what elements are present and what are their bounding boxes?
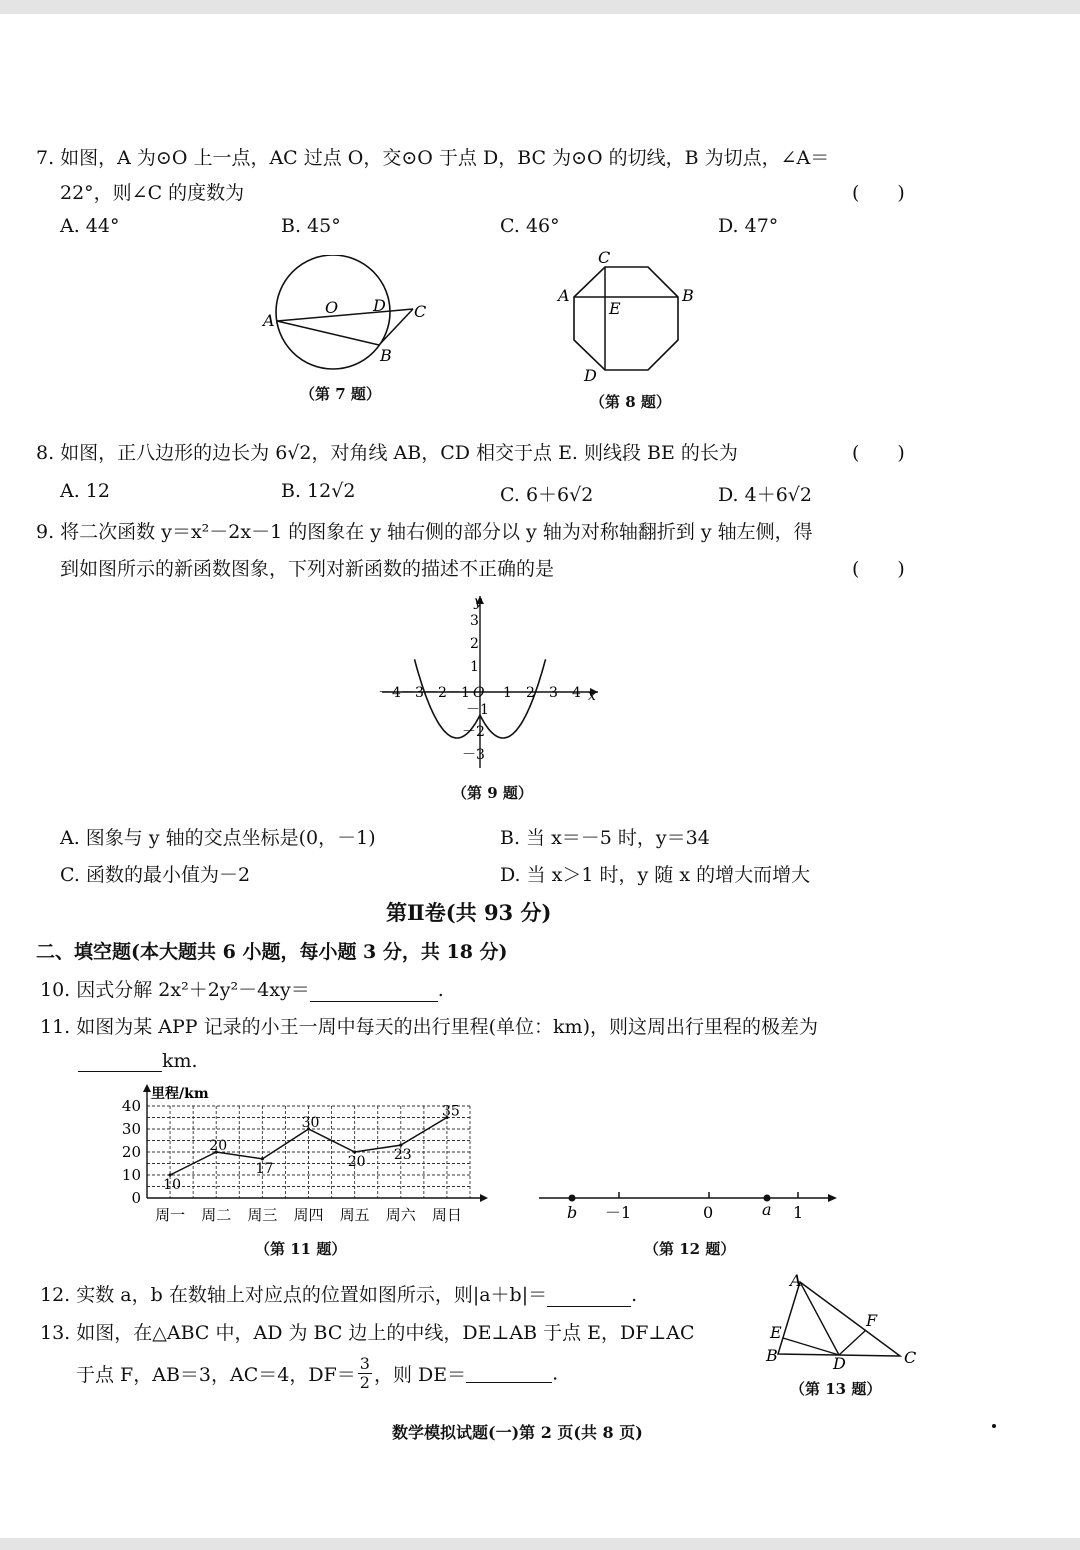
fig13-perp-df — [839, 1330, 866, 1355]
fig9-xtick-4: 4 — [572, 685, 581, 701]
fig13-label-e: E — [770, 1323, 782, 1342]
fig11-y-tick-label: 40 — [121, 1097, 141, 1115]
q7-option-b: B. 45° — [281, 215, 341, 237]
fig7-line-ab — [277, 321, 379, 345]
q10-answer-blank[interactable] — [310, 983, 438, 1002]
fig7-label-b: B — [380, 346, 392, 365]
fig13-label-d: D — [833, 1354, 846, 1373]
fig9-ytick-m3: －3 — [462, 747, 485, 763]
fig11-y-tick-label: 0 — [131, 1189, 141, 1207]
fig11-data-label: 20 — [347, 1154, 366, 1170]
fig11-x-tick-label: 周四 — [293, 1206, 324, 1224]
q10-line — [40, 975, 444, 1002]
fig11-mileage-line-chart — [115, 1080, 495, 1230]
fig8-octagon-diagram — [552, 248, 702, 388]
fig8-caption: （第 8 题） — [590, 393, 671, 411]
fig12-label-m1: －1 — [605, 1203, 632, 1222]
q9-option-d: D. 当 x＞1 时，y 随 x 的增大而增大 — [500, 864, 811, 886]
q13-fraction-denominator: 2 — [359, 1373, 370, 1392]
bottom-scan-border — [0, 1538, 1080, 1550]
q7-line2: 22°，则∠C 的度数为 — [60, 182, 245, 204]
fig8-label-e: E — [609, 299, 621, 318]
q10-end: . — [437, 979, 444, 1001]
fig9-xtick-1: 1 — [503, 685, 512, 701]
q11-answer-blank[interactable] — [78, 1053, 162, 1072]
fig11-data-label: 17 — [255, 1160, 274, 1177]
fig11-y-arrow — [143, 1084, 151, 1092]
fig7-line-ac — [277, 309, 413, 321]
fig9-y-label: y — [474, 594, 482, 610]
fig11-data-label: 35 — [442, 1103, 460, 1120]
q13-answer-blank[interactable] — [466, 1364, 552, 1383]
fig9-ytick-2: 2 — [470, 636, 479, 652]
fig7-label-a: A — [263, 311, 275, 330]
fig11-data-label: 30 — [301, 1115, 320, 1131]
fig11-x-tick-label: 周一 — [155, 1206, 186, 1224]
fig11-y-tick-label: 10 — [121, 1166, 141, 1184]
fig8-label-c: C — [598, 248, 611, 267]
q11-line1: 11. 如图为某 APP 记录的小王一周中每天的出行里程(单位：km)，则这周出行里程的极差为 — [40, 1016, 818, 1038]
top-scan-border — [0, 0, 1080, 14]
fig9-origin-label: O — [473, 685, 485, 701]
page-footer: 数学模拟试题(一)第 2 页(共 8 页) — [392, 1423, 643, 1442]
q9-option-a: A. 图象与 y 轴的交点坐标是(0，－1) — [60, 827, 376, 849]
q13-text-a: 于点 F，AB＝3，AC＝4，DF＝ — [76, 1364, 356, 1386]
fig11-data-label: 23 — [393, 1147, 412, 1164]
q13-line1: 13. 如图，在△ABC 中，AD 为 BC 边上的中线，DE⊥AB 于点 E，DF⊥AC — [40, 1322, 695, 1344]
q9-option-c: C. 函数的最小值为－2 — [60, 864, 251, 886]
q13-fraction — [358, 1355, 372, 1392]
fig11-x-tick-label: 周日 — [431, 1206, 462, 1224]
fig7-label-d: D — [373, 296, 386, 315]
fig13-label-f: F — [866, 1311, 878, 1330]
q9-answer-paren: ( ) — [852, 558, 905, 580]
fig9-xtick-m2: －2 — [424, 685, 447, 701]
fig9-function-graph — [370, 590, 610, 775]
fig9-ytick-3: 3 — [470, 613, 479, 629]
fig9-xtick-2: 2 — [526, 685, 535, 701]
fig12-label-1: 1 — [793, 1203, 804, 1222]
q12-end: . — [631, 1284, 638, 1306]
fig11-caption: （第 11 题） — [255, 1240, 347, 1258]
q11-unit: km. — [162, 1050, 198, 1072]
fig12-number-line — [535, 1182, 845, 1227]
fig7-caption: （第 7 题） — [300, 385, 381, 403]
q7-answer-paren: ( ) — [852, 182, 905, 204]
part2-title: 第Ⅱ卷(共 93 分) — [386, 900, 552, 925]
section2-heading: 二、填空题(本大题共 6 小题，每小题 3 分，共 18 分) — [36, 941, 508, 963]
q11-line2 — [78, 1050, 198, 1072]
fig12-point-b — [569, 1195, 576, 1202]
q8-answer-paren: ( ) — [852, 442, 905, 464]
q7-line1: 7. 如图，A 为⊙O 上一点，AC 过点 O，交⊙O 于点 D，BC 为⊙O 的切线，B 为切点，∠A＝ — [36, 147, 830, 169]
scan-speck — [992, 1424, 996, 1428]
fig13-triangle-diagram — [760, 1270, 925, 1375]
fig9-xtick-m1: －1 — [447, 685, 470, 701]
fig9-ytick-1: 1 — [470, 659, 479, 675]
fig12-label-a: a — [762, 1200, 772, 1219]
fig11-y-tick-label: 20 — [121, 1143, 141, 1161]
q10-text: 10. 因式分解 2x²＋2y²－4xy＝ — [40, 979, 310, 1001]
fig9-caption: （第 9 题） — [452, 784, 533, 802]
fig12-caption: （第 12 题） — [644, 1240, 736, 1258]
fig13-label-b: B — [766, 1346, 778, 1365]
fig8-label-b: B — [682, 286, 694, 305]
q13-end: . — [552, 1362, 559, 1385]
q12-line — [40, 1280, 637, 1307]
fig8-label-d: D — [584, 366, 597, 385]
q13-fraction-numerator: 3 — [359, 1354, 370, 1373]
fig9-x-label: x — [588, 688, 596, 704]
q9-line2: 到如图所示的新函数图象，下列对新函数的描述不正确的是 — [60, 558, 555, 580]
fig12-label-b: b — [567, 1203, 578, 1222]
fig11-x-tick-label: 周六 — [385, 1206, 416, 1224]
fig7-circle-diagram — [255, 255, 435, 380]
fig13-caption: （第 13 题） — [790, 1380, 882, 1398]
fig11-y-axis-label: 里程/km — [151, 1086, 209, 1102]
fig11-data-label: 10 — [163, 1177, 181, 1193]
fig11-x-tick-label: 周三 — [247, 1206, 278, 1224]
q13-line2 — [76, 1355, 558, 1399]
fig13-label-c: C — [904, 1348, 917, 1367]
fig13-triangle-abc — [778, 1282, 900, 1356]
q9-option-b: B. 当 x＝－5 时，y＝34 — [500, 827, 710, 849]
q8-line1: 8. 如图，正八边形的边长为 6√2，对角线 AB，CD 相交于点 E. 则线段 BE 的长为 — [36, 442, 738, 464]
fig13-median-ad — [800, 1282, 839, 1355]
fig12-arrow — [828, 1194, 837, 1202]
q9-line1: 9. 将二次函数 y＝x²－2x－1 的图象在 y 轴右侧的部分以 y 轴为对称轴翻折到 y 轴左侧，得 — [36, 521, 813, 543]
q12-answer-blank[interactable] — [547, 1288, 631, 1307]
fig11-data-label: 20 — [209, 1138, 228, 1154]
fig9-ytick-m2: －2 — [462, 724, 485, 740]
q7-option-d: D. 47° — [718, 215, 779, 237]
q8-option-b: B. 12√2 — [281, 480, 356, 502]
q13-text-b: ，则 DE＝ — [373, 1364, 467, 1386]
q8-option-a: A. 12 — [60, 480, 110, 502]
q12-text: 12. 实数 a，b 在数轴上对应点的位置如图所示，则|a＋b|＝ — [40, 1284, 548, 1306]
fig9-xtick-m4: －4 — [378, 685, 401, 701]
q8-option-c: C. 6＋6√2 — [500, 484, 594, 506]
fig8-label-a: A — [558, 286, 570, 305]
fig9-ytick-m1: －1 — [466, 702, 489, 718]
fig7-label-o: O — [325, 298, 339, 317]
fig7-label-c: C — [414, 302, 427, 321]
fig12-label-0: 0 — [703, 1203, 714, 1222]
q7-option-a: A. 44° — [60, 215, 120, 237]
fig11-x-tick-label: 周二 — [201, 1206, 232, 1224]
fig9-xtick-3: 3 — [549, 685, 558, 701]
q8-option-d: D. 4＋6√2 — [718, 484, 813, 506]
fig13-label-a: A — [790, 1271, 802, 1290]
fig8-octagon — [574, 267, 678, 370]
fig11-x-arrow — [480, 1194, 488, 1202]
fig9-xtick-m3: －3 — [401, 685, 424, 701]
q7-option-c: C. 46° — [500, 215, 560, 237]
fig11-y-tick-label: 30 — [121, 1120, 141, 1138]
fig11-x-tick-label: 周五 — [339, 1206, 370, 1224]
